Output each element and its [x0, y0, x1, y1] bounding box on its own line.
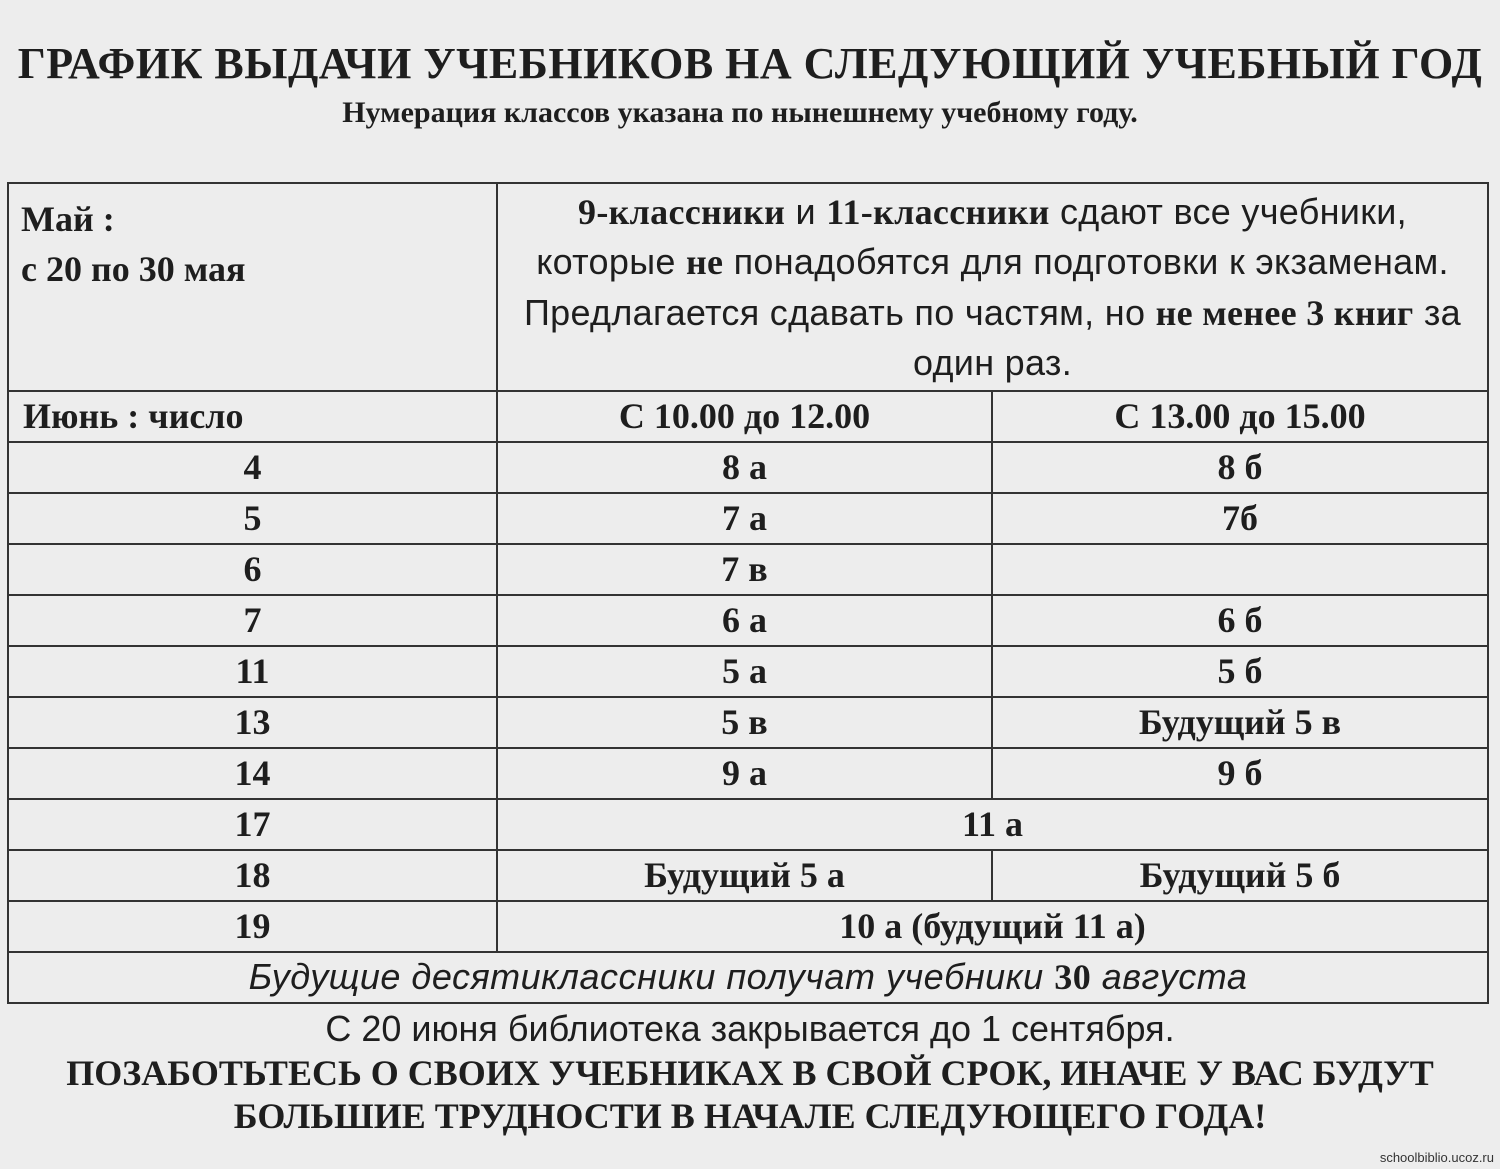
footnote-text: Будущие десятиклассники получат учебники — [248, 956, 1055, 998]
afternoon-class-cell: 9 б — [992, 748, 1488, 799]
june-rows — [8, 442, 1488, 952]
info-bold-9-grade: 9-классники — [578, 191, 786, 232]
info-text: сдают все учебники, которые — [536, 190, 1407, 283]
schedule-row — [8, 901, 1488, 952]
slot-afternoon-header: С 13.00 до 15.00 — [992, 391, 1488, 442]
morning-class-cell: 8 а — [497, 442, 992, 493]
info-bold-not: не — [686, 242, 724, 283]
afternoon-class-cell: 7б — [992, 493, 1488, 544]
slot-morning-header: С 10.00 до 12.00 — [497, 391, 992, 442]
schedule-row — [8, 544, 1488, 595]
may-info-cell — [497, 183, 1488, 391]
info-text: и — [785, 190, 827, 232]
day-cell: 7 — [8, 595, 497, 646]
afternoon-class-cell: 5 б — [992, 646, 1488, 697]
may-dates: с 20 по 30 мая — [21, 249, 246, 290]
footnote-row — [8, 952, 1488, 1003]
day-cell: 13 — [8, 697, 497, 748]
document-subtitle: Нумерация классов указана по нынешнему учебному году. — [342, 96, 1138, 129]
warning-text — [0, 1052, 1500, 1138]
warning-line-1: ПОЗАБОТЬТЕСЬ О СВОИХ УЧЕБНИКАХ В СВОЙ СРОК, ИНАЧЕ У ВАС БУДУТ — [66, 1053, 1434, 1093]
afternoon-class-cell: 6 б — [992, 595, 1488, 646]
may-label-cell — [8, 183, 497, 391]
day-cell: 11 — [8, 646, 497, 697]
schedule-row — [8, 697, 1488, 748]
info-text: понадобятся для подготовки к экзаменам. Предлагается сдавать по частям, но — [523, 241, 1449, 333]
info-bold-min-books: не менее 3 книг — [1155, 292, 1414, 333]
afternoon-class-cell: 8 б — [992, 442, 1488, 493]
afternoon-class-cell — [992, 544, 1488, 595]
schedule-row — [8, 850, 1488, 901]
watermark: schoolbiblio.ucoz.ru — [1379, 1150, 1494, 1165]
footnote-date: 30 — [1054, 957, 1092, 998]
info-bold-11-grade: 11-классники — [826, 191, 1050, 232]
day-cell: 5 — [8, 493, 497, 544]
warning-line-2: БОЛЬШИЕ ТРУДНОСТИ В НАЧАЛЕ СЛЕДУЮЩЕГО ГОДА! — [233, 1096, 1267, 1137]
schedule-row — [8, 442, 1488, 493]
schedule-row — [8, 595, 1488, 646]
day-cell: 18 — [8, 850, 497, 901]
june-header-row — [8, 391, 1488, 442]
june-label: Июнь : число — [8, 391, 497, 442]
schedule-row — [8, 748, 1488, 799]
morning-class-cell: 5 в — [497, 697, 992, 748]
morning-class-cell: 9 а — [497, 748, 992, 799]
afternoon-class-cell: Будущий 5 в — [992, 697, 1488, 748]
footnote-text-end: августа — [1091, 956, 1248, 998]
may-label: Май : — [21, 199, 115, 239]
day-cell: 14 — [8, 748, 497, 799]
morning-class-cell: 7 в — [497, 544, 992, 595]
full-day-class-cell: 11 а — [497, 799, 1488, 850]
day-cell: 6 — [8, 544, 497, 595]
day-cell: 17 — [8, 799, 497, 850]
schedule-table — [7, 182, 1489, 1004]
morning-class-cell: 5 а — [497, 646, 992, 697]
morning-class-cell: 7 а — [497, 493, 992, 544]
schedule-row — [8, 646, 1488, 697]
library-closing-note: С 20 июня библиотека закрывается до 1 сентября. — [325, 1008, 1175, 1049]
afternoon-class-cell: Будущий 5 б — [992, 850, 1488, 901]
full-day-class-cell: 10 а (будущий 11 а) — [497, 901, 1488, 952]
schedule-row — [8, 493, 1488, 544]
day-cell: 4 — [8, 442, 497, 493]
may-row — [8, 183, 1488, 391]
morning-class-cell: 6 а — [497, 595, 992, 646]
morning-class-cell: Будущий 5 а — [497, 850, 992, 901]
document-title: ГРАФИК ВЫДАЧИ УЧЕБНИКОВ НА СЛЕДУЮЩИЙ УЧЕБНЫЙ ГОД — [17, 39, 1483, 88]
info-text: за один раз. — [912, 291, 1462, 383]
footnote-cell — [8, 952, 1488, 1003]
day-cell: 19 — [8, 901, 497, 952]
schedule-row — [8, 799, 1488, 850]
